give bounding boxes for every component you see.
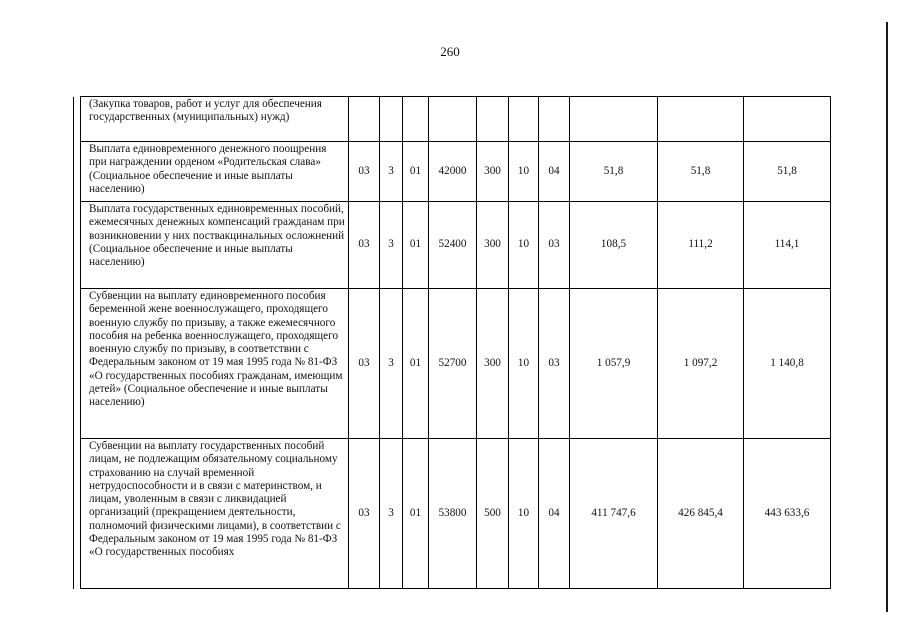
budget-table [73, 96, 831, 589]
gutter-cell [74, 439, 81, 589]
code-cell: 52400 [429, 202, 477, 289]
code-cell [509, 97, 539, 142]
table-row [74, 202, 831, 289]
code-cell: 53800 [429, 439, 477, 589]
code-cell: 300 [477, 202, 509, 289]
amount-cell: 1 097,2 [658, 289, 744, 439]
code-cell [403, 97, 429, 142]
gutter-cell [74, 289, 81, 439]
row-description: (Закупка товаров, работ и услуг для обеспечения государственных (муниципальных) нужд) [81, 97, 349, 142]
code-cell: 03 [349, 439, 380, 589]
amount-cell: 108,5 [570, 202, 658, 289]
amount-cell: 1 140,8 [744, 289, 831, 439]
gutter-cell [74, 202, 81, 289]
amount-cell [744, 97, 831, 142]
code-cell [380, 97, 403, 142]
code-cell: 10 [509, 142, 539, 202]
gutter-cell [74, 142, 81, 202]
row-description: Субвенции на выплату государственных пособий лицам, не подлежащим обязательному социальному страхованию на случай временной нетрудоспособности и в связи с материнством, и лицам, уволенным в связи с ликвидацией организаций (прекращением деятельности, полномочий физическими лицами), в соответствии с Федеральным законом от 19 мая 1995 года № 81-ФЗ «О государственных пособиях [81, 439, 349, 589]
amount-cell [570, 97, 658, 142]
code-cell: 500 [477, 439, 509, 589]
table-row [74, 439, 831, 589]
row-description: Выплата единовременного денежного поощрения при награждении орденом «Родительская слава» (Социальное обеспечение и иные выплаты населению) [81, 142, 349, 202]
amount-cell: 1 057,9 [570, 289, 658, 439]
row-description: Выплата государственных единовременных пособий, ежемесячных денежных компенсаций гражданам при возникновении у них поствакцинальных осложнений (Социальное обеспечение и иные выплаты населению) [81, 202, 349, 289]
code-cell: 03 [349, 142, 380, 202]
code-cell: 01 [403, 142, 429, 202]
code-cell: 01 [403, 439, 429, 589]
amount-cell: 114,1 [744, 202, 831, 289]
code-cell: 03 [349, 202, 380, 289]
table-row [74, 97, 831, 142]
code-cell: 3 [380, 202, 403, 289]
amount-cell: 51,8 [744, 142, 831, 202]
code-cell: 10 [509, 289, 539, 439]
code-cell: 42000 [429, 142, 477, 202]
scan-edge-line [886, 22, 888, 612]
amount-cell [658, 97, 744, 142]
amount-cell: 111,2 [658, 202, 744, 289]
code-cell: 3 [380, 142, 403, 202]
table-row [74, 142, 831, 202]
amount-cell: 443 633,6 [744, 439, 831, 589]
code-cell: 300 [477, 289, 509, 439]
code-cell: 03 [349, 289, 380, 439]
code-cell: 10 [509, 439, 539, 589]
amount-cell: 411 747,6 [570, 439, 658, 589]
code-cell: 3 [380, 289, 403, 439]
table-row [74, 289, 831, 439]
code-cell: 300 [477, 142, 509, 202]
code-cell: 04 [539, 142, 570, 202]
code-cell: 01 [403, 202, 429, 289]
amount-cell: 51,8 [570, 142, 658, 202]
amount-cell: 51,8 [658, 142, 744, 202]
code-cell: 04 [539, 439, 570, 589]
code-cell: 03 [539, 289, 570, 439]
code-cell [429, 97, 477, 142]
gutter-cell [74, 97, 81, 142]
code-cell: 52700 [429, 289, 477, 439]
code-cell: 10 [509, 202, 539, 289]
code-cell: 03 [539, 202, 570, 289]
code-cell [477, 97, 509, 142]
row-description: Субвенции на выплату единовременного пособия беременной жене военнослужащего, проходящего военную службу по призыву, а также ежемесячного пособия на ребенка военнослужащего, проходящего военную службу по призыву, в соответствии с Федеральным законом от 19 мая 1995 года № 81-ФЗ «О государственных пособиях гражданам, имеющим детей» (Социальное обеспечение и иные выплаты населению) [81, 289, 349, 439]
code-cell [349, 97, 380, 142]
code-cell: 01 [403, 289, 429, 439]
code-cell: 3 [380, 439, 403, 589]
page-number: 260 [440, 44, 460, 59]
code-cell [539, 97, 570, 142]
amount-cell: 426 845,4 [658, 439, 744, 589]
